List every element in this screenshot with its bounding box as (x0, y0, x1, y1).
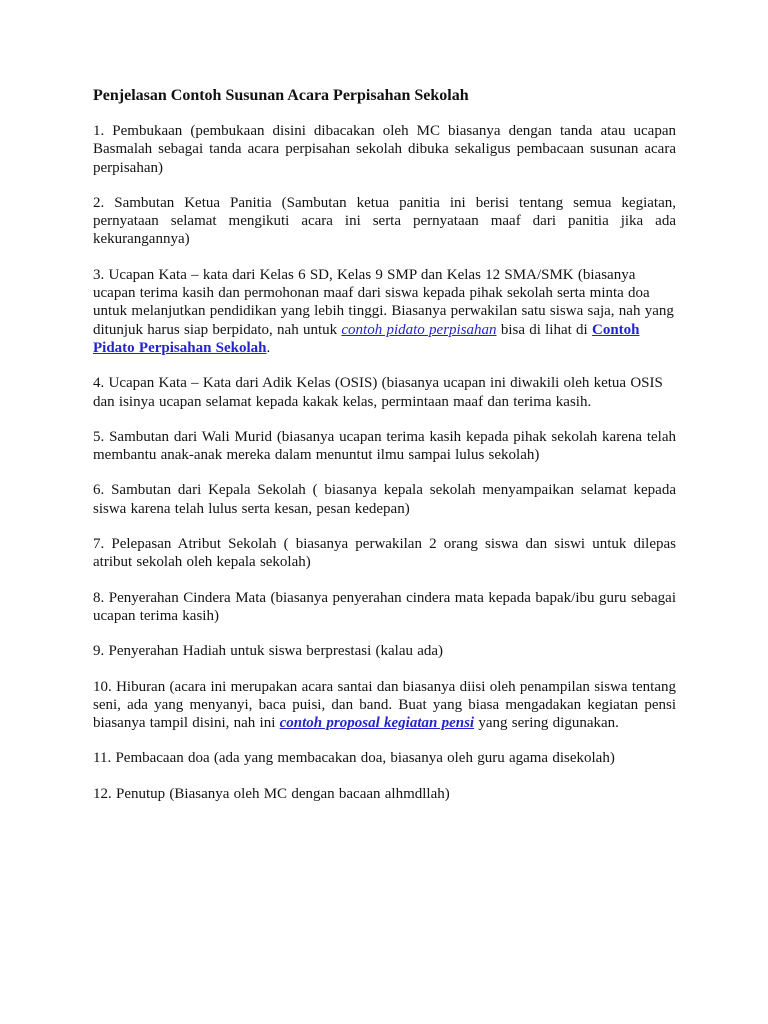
document-content (93, 86, 676, 803)
text-run: 4. Ucapan Kata – Kata dari Adik Kelas (OSIS) (biasanya ucapan ini diwakili oleh ketua OSIS dan isinya ucapan selamat kepada kakak kelas, permintaan maaf dan terima kasih. (93, 375, 663, 410)
paragraph-9 (93, 642, 676, 660)
text-run: 2. Sambutan Ketua Panitia (Sambutan ketua panitia ini berisi tentang semua kegiatan, pernyataan selamat mengikuti acara ini serta pernyataan maaf dari panitia jika ada kekurangannya) (93, 194, 676, 248)
paragraph-6 (93, 481, 676, 518)
text-run: . (266, 339, 271, 356)
paragraph-12 (93, 785, 676, 803)
paragraph-8 (93, 589, 676, 626)
paragraph-4 (93, 374, 676, 411)
paragraph-3 (93, 266, 676, 357)
contoh-proposal-kegiatan-pensi-link[interactable]: contoh proposal kegiatan pensi (279, 715, 475, 732)
document-title: Penjelasan Contoh Susunan Acara Perpisahan Sekolah (93, 87, 469, 104)
text-run: 5. Sambutan dari Wali Murid (biasanya ucapan terima kasih kepada pihak sekolah karena telah membantu anak-anak mereka dalam menuntut ilmu sampai lulus sekolah) (93, 428, 676, 464)
paragraph-2 (93, 194, 676, 249)
paragraph-1 (93, 122, 676, 177)
text-run: yang sering digunakan. (474, 715, 619, 732)
paragraph-10 (93, 678, 676, 733)
text-run: 10. Hiburan (acara ini merupakan acara santai dan biasanya diisi oleh penampilan siswa tentang seni, ada yang menyanyi, baca puisi, dan band. Buat yang biasa mengadakan kegiatan pensi biasanya tampil disini, nah ini (93, 678, 676, 732)
document-body (93, 122, 676, 803)
text-run: 7. Pelepasan Atribut Sekolah ( biasanya perwakilan 2 orang siswa dan siswi untuk dilepas atribut sekolah oleh kepala sekolah) (93, 536, 676, 571)
text-run: 8. Penyerahan Cindera Mata (biasanya penyerahan cindera mata kepada bapak/ibu guru sebagai ucapan terima kasih) (93, 589, 676, 624)
text-run: 6. Sambutan dari Kepala Sekolah ( biasanya kepala sekolah menyampaikan selamat kepada siswa karena telah lulus serta kesan, pesan kedepan) (93, 482, 676, 517)
text-run: 9. Penyerahan Hadiah untuk siswa berprestasi (kalau ada) (93, 643, 444, 660)
text-run: bisa di lihat di (496, 321, 592, 338)
text-run: 3. Ucapan Kata – kata dari Kelas 6 SD, Kelas 9 SMP dan Kelas 12 SMA/SMK (biasanya ucapan terima kasih dan permohonan maaf dari siswa kepada pihak sekolah serta minta doa untuk melanjutkan pendidikan yang lebih tinggi. Biasanya perwakilan satu siswa saja, nah yang ditunjuk harus siap berpidato, nah untuk (93, 266, 674, 338)
text-run: 12. Penutup (Biasanya oleh MC dengan bacaan alhmdllah) (93, 785, 450, 802)
paragraph-7 (93, 535, 676, 572)
paragraph-5 (93, 428, 676, 465)
contoh-pidato-perpisahan-sekolah-link[interactable]: Contoh Pidato Perpisahan Sekolah (93, 321, 640, 356)
paragraph-11 (93, 749, 676, 767)
text-run: 11. Pembacaan doa (ada yang membacakan doa, biasanya oleh guru agama disekolah) (93, 750, 615, 767)
contoh-pidato-perpisahan-link[interactable]: contoh pidato perpisahan (341, 321, 497, 338)
text-run: 1. Pembukaan (pembukaan disini dibacakan oleh MC biasanya dengan tanda atau ucapan Basmalah sebagai tanda acara perpisahan sekolah dibuka sekaligus pembacaan susunan acara perpisahan) (93, 123, 676, 176)
